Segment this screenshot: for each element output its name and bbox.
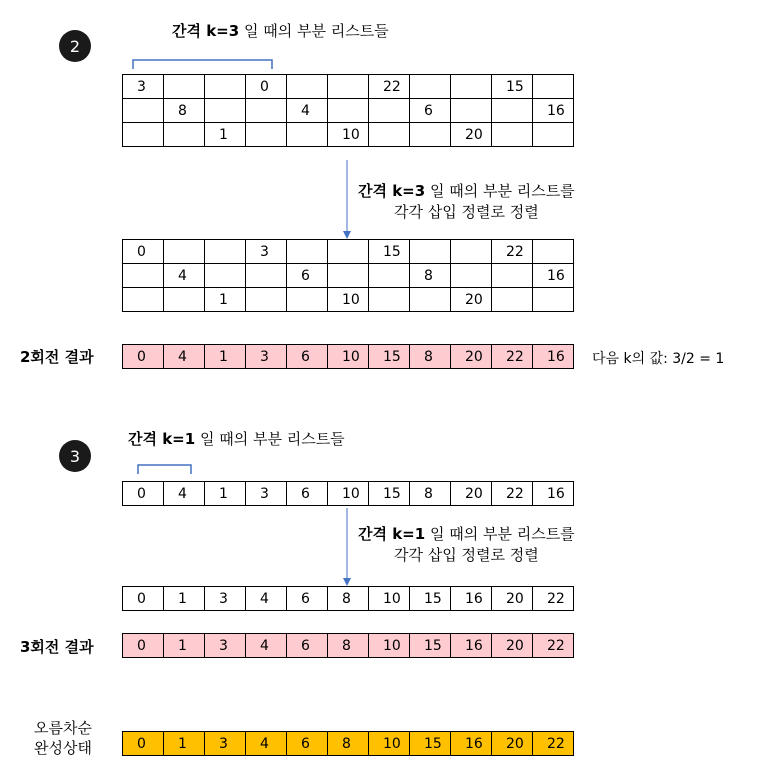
step-3-result-label: 3회전 결과 xyxy=(20,638,94,656)
grid-cell: 3 xyxy=(246,240,287,264)
grid-cell: 4 xyxy=(246,587,287,611)
grid-cell: 6 xyxy=(287,732,328,756)
grid-cell: 1 xyxy=(164,587,205,611)
grid-cell: 6 xyxy=(287,264,328,288)
grid-cell: 15 xyxy=(369,482,410,506)
grid-cell: 16 xyxy=(533,264,574,288)
grid-cell: 0 xyxy=(123,482,164,506)
grid-cell: 15 xyxy=(410,732,451,756)
grid-cell: 20 xyxy=(492,732,533,756)
grid-cell: 8 xyxy=(410,482,451,506)
grid-cell: 3 xyxy=(205,587,246,611)
grid-cell: 16 xyxy=(451,634,492,658)
grid-cell: 20 xyxy=(492,587,533,611)
grid-cell: 8 xyxy=(410,264,451,288)
caption-rest: 일 때의 부분 리스트를 xyxy=(425,525,575,543)
grid-cell: 4 xyxy=(164,264,205,288)
caption-rest: 일 때의 부분 리스트들 xyxy=(239,22,389,40)
caption-rest: 일 때의 부분 리스트를 xyxy=(425,182,575,200)
caption-bold: 간격 k=1 xyxy=(128,430,196,448)
grid-cell: 4 xyxy=(287,99,328,123)
caption-line2: 각각 삽입 정렬로 정렬 xyxy=(393,203,539,221)
grid-cell: 22 xyxy=(369,75,410,99)
grid-cell: 1 xyxy=(205,482,246,506)
grid-cell: 3 xyxy=(123,75,164,99)
grid-cell: 22 xyxy=(533,587,574,611)
grid-cell: 1 xyxy=(205,345,246,369)
grid-cell: 4 xyxy=(164,345,205,369)
step-3-badge: 3 xyxy=(59,440,91,472)
grid-cell: 15 xyxy=(492,75,533,99)
grid-cell: 6 xyxy=(287,634,328,658)
grid-cell: 4 xyxy=(164,482,205,506)
final-label-line2: 완성상태 xyxy=(34,739,92,757)
final-label-line1: 오름차순 xyxy=(34,719,92,737)
grid-cell: 22 xyxy=(533,732,574,756)
grid-cell: 15 xyxy=(410,587,451,611)
grid-cell: 4 xyxy=(246,732,287,756)
step-2-badge: 2 xyxy=(59,30,91,62)
grid-cell: 20 xyxy=(492,634,533,658)
grid-cell: 8 xyxy=(328,732,369,756)
grid-cell: 16 xyxy=(451,587,492,611)
grid-cell: 8 xyxy=(410,345,451,369)
grid-cell: 6 xyxy=(287,482,328,506)
grid-cell: 20 xyxy=(451,288,492,312)
caption-rest: 일 때의 부분 리스트들 xyxy=(195,430,345,448)
caption-bold: 간격 k=1 xyxy=(358,525,426,543)
grid-cell: 16 xyxy=(451,732,492,756)
grid-cell: 6 xyxy=(287,345,328,369)
grid-cell: 3 xyxy=(246,345,287,369)
grid-cell: 1 xyxy=(205,123,246,147)
grid-cell: 10 xyxy=(328,345,369,369)
grid-cell: 10 xyxy=(369,587,410,611)
grid-cell: 1 xyxy=(164,732,205,756)
grid-cell: 8 xyxy=(328,634,369,658)
step-2-bracket xyxy=(133,60,272,69)
grid-cell: 16 xyxy=(533,99,574,123)
grid-cell: 6 xyxy=(410,99,451,123)
step-3-bracket xyxy=(138,465,191,474)
grid-cell: 1 xyxy=(164,634,205,658)
grid-cell: 6 xyxy=(287,587,328,611)
grid-cell: 3 xyxy=(205,634,246,658)
grid-cell: 8 xyxy=(164,99,205,123)
grid-cell: 0 xyxy=(123,587,164,611)
grid-cell: 22 xyxy=(492,240,533,264)
grid-cell: 0 xyxy=(123,345,164,369)
caption-bold: 간격 k=3 xyxy=(358,182,426,200)
grid-cell: 8 xyxy=(328,587,369,611)
grid-cell: 16 xyxy=(533,345,574,369)
grid-cell: 16 xyxy=(533,482,574,506)
grid-cell: 0 xyxy=(123,240,164,264)
grid-cell: 15 xyxy=(369,345,410,369)
grid-cell: 15 xyxy=(410,634,451,658)
grid-cell: 0 xyxy=(123,634,164,658)
grid-cell: 22 xyxy=(492,482,533,506)
grid-cell: 10 xyxy=(328,482,369,506)
grid-cell: 22 xyxy=(533,634,574,658)
grid-cell: 0 xyxy=(246,75,287,99)
grid-cell: 10 xyxy=(369,732,410,756)
grid-cell: 1 xyxy=(205,288,246,312)
caption-line2: 각각 삽입 정렬로 정렬 xyxy=(393,546,539,564)
grid-cell: 3 xyxy=(246,482,287,506)
next-k-note: 다음 k의 값: 3/2 = 1 xyxy=(592,351,725,367)
caption-bold: 간격 k=3 xyxy=(172,22,240,40)
step-2-arrow-head xyxy=(343,231,351,239)
grid-cell: 15 xyxy=(369,240,410,264)
step-3-arrow-head xyxy=(343,578,351,586)
grid-cell: 10 xyxy=(328,123,369,147)
grid-cell: 10 xyxy=(369,634,410,658)
grid-cell: 20 xyxy=(451,123,492,147)
grid-cell: 4 xyxy=(246,634,287,658)
grid-cell: 20 xyxy=(451,345,492,369)
grid-cell: 20 xyxy=(451,482,492,506)
grid-cell: 3 xyxy=(205,732,246,756)
grid-cell: 0 xyxy=(123,732,164,756)
grid-cell: 22 xyxy=(492,345,533,369)
grid-cell: 10 xyxy=(328,288,369,312)
step-2-result-label: 2회전 결과 xyxy=(20,348,94,366)
